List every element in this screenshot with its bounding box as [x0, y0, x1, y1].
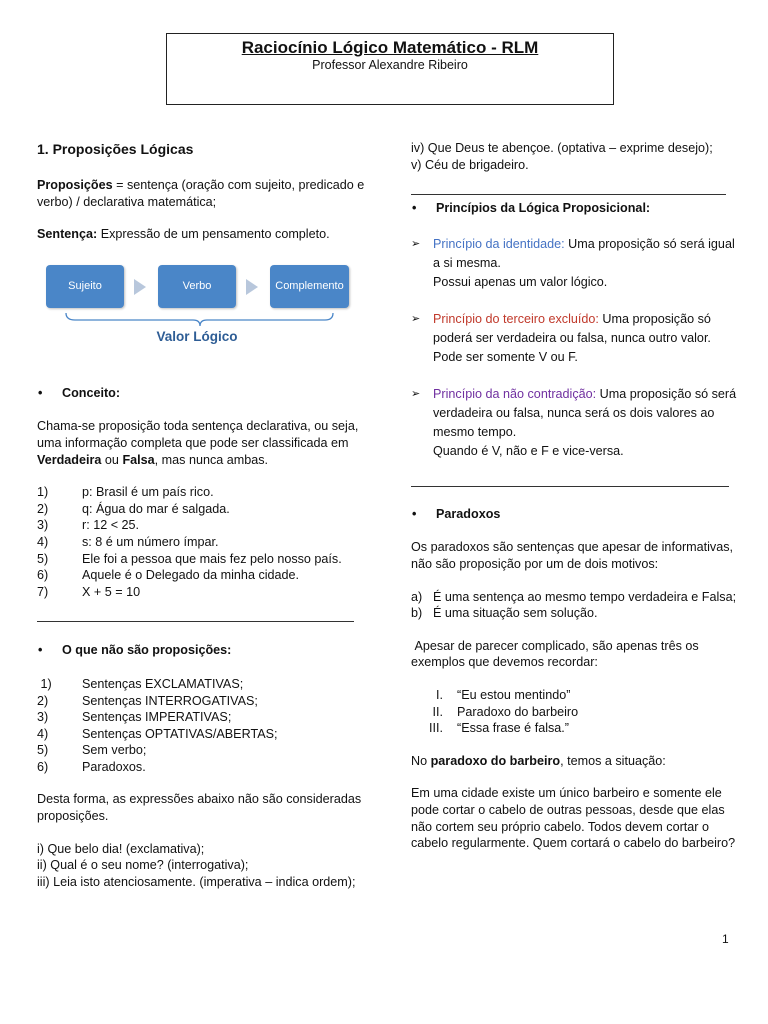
- contradiction-text-2: Quando é V, não e F e vice-versa.: [433, 443, 624, 458]
- example-ii: ii) Qual é o seu nome? (interrogativa);: [37, 858, 249, 873]
- list-item: [37, 534, 367, 551]
- list-item: [37, 676, 367, 693]
- right-column: [411, 140, 741, 852]
- list-text: Sentenças OPTATIVAS/ABERTAS;: [82, 726, 278, 741]
- list-item: [37, 709, 367, 726]
- proposicoes-definition: [37, 177, 367, 210]
- diagram-arrow-2: [246, 279, 258, 295]
- excluded-label: Princípio do terceiro excluído:: [433, 311, 599, 326]
- list-text: Sentenças IMPERATIVAS;: [82, 710, 232, 725]
- list-text: Sem verbo;: [82, 743, 147, 758]
- proposition-diagram: [37, 265, 357, 363]
- diagram-brace: [65, 311, 335, 327]
- conceito-heading: • Conceito:: [38, 385, 121, 400]
- paradoxos-reasons-list: [411, 589, 741, 622]
- falsa-word: Falsa: [122, 452, 155, 467]
- barbeiro-bold: paradoxo do barbeiro: [430, 753, 561, 768]
- arrow-bullet-icon: ➢: [411, 387, 421, 400]
- conceito-title: Conceito:: [62, 385, 121, 400]
- list-number: II.: [432, 704, 443, 719]
- list-item: [37, 759, 367, 776]
- proposicoes-label: Proposições: [37, 178, 113, 192]
- document-title: Raciocínio Lógico Matemático - RLM: [241, 38, 539, 57]
- list-text: É uma situação sem solução.: [433, 606, 598, 621]
- list-text: “Essa frase é falsa.”: [457, 721, 569, 736]
- list-text: “Eu estou mentindo”: [457, 687, 571, 702]
- list-text: p: Brasil é um país rico.: [82, 485, 214, 500]
- page-number: 1: [722, 932, 729, 946]
- list-number: 2): [37, 693, 49, 708]
- principle-non-contradiction: [411, 385, 741, 461]
- list-item: [37, 567, 367, 584]
- list-number: 6): [37, 568, 49, 583]
- barbeiro-pre: No: [411, 753, 431, 768]
- diagram-arrow-1: [134, 279, 146, 295]
- header-box: [166, 33, 614, 105]
- list-item: [37, 742, 367, 759]
- example-iv: iv) Que Deus te abençoe. (optativa – exprime desejo);: [411, 141, 713, 155]
- principle-identity: [411, 235, 741, 292]
- left-column: [37, 140, 367, 890]
- list-item: [37, 726, 367, 743]
- list-number: 5): [37, 551, 49, 566]
- list-number: 6): [37, 759, 49, 774]
- sentenca-label: Sentença:: [37, 227, 98, 242]
- principios-title: Princípios da Lógica Proposicional:: [436, 201, 651, 216]
- diagram-caption: Valor Lógico: [156, 328, 238, 344]
- list-item: [37, 584, 367, 601]
- list-text: Paradoxos.: [82, 759, 146, 774]
- list-number: 4): [37, 534, 49, 549]
- verdadeira-word: Verdadeira: [37, 452, 102, 467]
- identity-label: Princípio da identidade:: [433, 236, 565, 251]
- list-text: s: 8 é um número ímpar.: [82, 534, 219, 549]
- list-item: [411, 704, 741, 721]
- list-item: [37, 484, 367, 501]
- paradoxos-examples-list: [411, 687, 741, 737]
- list-text: Aquele é o Delegado da minha cidade.: [82, 568, 300, 583]
- diagram-box-sujeito: Sujeito: [46, 265, 124, 308]
- list-number: 7): [37, 584, 49, 599]
- conceito-end: , mas nunca ambas.: [154, 452, 269, 467]
- contradiction-text: Uma proposição só será verdadeira ou falsa, nunca será os dois valores ao mesmo tempo.: [433, 386, 737, 439]
- nao-proposicoes-heading: • O que não são proposições:: [38, 643, 232, 658]
- arrow-bullet-icon: ➢: [411, 237, 421, 250]
- desta-forma-paragraph: Desta forma, as expressões abaixo não são consideradas proposições.: [37, 792, 362, 824]
- diagram-box-verbo: Verbo: [158, 265, 236, 308]
- principios-heading: • Princípios da Lógica Proposicional:: [412, 201, 651, 216]
- list-text: Ele foi a pessoa que mais fez pelo nosso país.: [82, 551, 342, 566]
- list-number: I.: [436, 687, 443, 702]
- list-text: X + 5 = 10: [82, 584, 141, 599]
- list-number: 3): [37, 710, 49, 725]
- example-v: v) Céu de brigadeiro.: [411, 157, 529, 172]
- excluded-text-2: Pode ser somente V ou F.: [433, 349, 578, 364]
- list-number: 2): [37, 501, 49, 516]
- excluded-text: Uma proposição só poderá ser verdadeira ou falsa, nunca outro valor.: [433, 311, 711, 345]
- principle-excluded-middle: [411, 310, 741, 367]
- paradoxos-heading: • Paradoxos: [412, 506, 501, 521]
- list-text: Paradoxo do barbeiro: [457, 704, 579, 719]
- sentenca-text: Expressão de um pensamento completo.: [97, 227, 330, 242]
- section-title: 1. Proposições Lógicas: [37, 141, 194, 157]
- list-number: b): [411, 606, 423, 621]
- list-number: a): [411, 589, 423, 604]
- list-text: q: Água do mar é salgada.: [82, 501, 230, 516]
- paradoxos-title: Paradoxos: [436, 506, 501, 521]
- diagram-box-complemento: Complemento: [270, 265, 349, 308]
- example-iii: iii) Leia isto atenciosamente. (imperativa – indica ordem);: [37, 874, 356, 889]
- barbeiro-paragraph: Em uma cidade existe um único barbeiro e somente ele pode cortar o cabelo de outras pessoas, desde que elas não cortem seu próprio cabelo. Todos devem cortar o cabelo regularmente. Quem cortará o cabelo do barbeiro?: [411, 786, 736, 851]
- list-number: 1): [37, 676, 52, 691]
- list-text: Sentenças INTERROGATIVAS;: [82, 693, 258, 708]
- examples-list: [37, 484, 367, 600]
- list-item: [37, 551, 367, 568]
- list-number: 5): [37, 743, 49, 758]
- example-i: i) Que belo dia! (exclamativa);: [37, 841, 205, 856]
- document-subtitle: Professor Alexandre Ribeiro: [312, 58, 468, 72]
- list-number: III.: [429, 721, 443, 736]
- identity-text-2: Possui apenas um valor lógico.: [433, 274, 608, 289]
- nao-proposicoes-title: O que não são proposições:: [62, 643, 232, 658]
- list-number: 1): [37, 485, 49, 500]
- conceito-paragraph: [37, 418, 367, 468]
- list-number: 4): [37, 726, 49, 741]
- list-item: [411, 720, 741, 737]
- proposicoes-text: = sentença (oração com sujeito, predicado e verbo) / declarativa matemática;: [37, 178, 365, 209]
- conceito-text: Chama-se proposição toda sentença declarativa, ou seja, uma informação completa que pode ser classificada em: [37, 419, 359, 450]
- barbeiro-intro: [411, 753, 741, 770]
- list-item: [411, 687, 741, 704]
- list-number: 3): [37, 518, 49, 533]
- list-item: [411, 605, 741, 622]
- conceito-ou: ou: [101, 452, 123, 467]
- barbeiro-post: , temos a situação:: [560, 753, 666, 768]
- list-item: [37, 693, 367, 710]
- contradiction-label: Princípio da não contradição:: [433, 386, 597, 401]
- paradoxos-intro: Os paradoxos são sentenças que apesar de informativas, não são proposição por um de dois motivos:: [411, 540, 734, 571]
- nao-proposicoes-list: [37, 676, 367, 776]
- list-item: [411, 589, 741, 606]
- list-item: [37, 501, 367, 518]
- list-text: Sentenças EXCLAMATIVAS;: [82, 676, 244, 691]
- list-text: r: 12 < 25.: [82, 518, 140, 533]
- arrow-bullet-icon: ➢: [411, 312, 421, 325]
- list-item: [37, 517, 367, 534]
- apesar-paragraph: Apesar de parecer complicado, são apenas três os exemplos que devemos recordar:: [411, 638, 703, 670]
- sentenca-definition: [37, 226, 367, 243]
- identity-text: Uma proposição só será igual a si mesma.: [433, 236, 735, 270]
- list-text: É uma sentença ao mesmo tempo verdadeira e Falsa;: [433, 589, 737, 604]
